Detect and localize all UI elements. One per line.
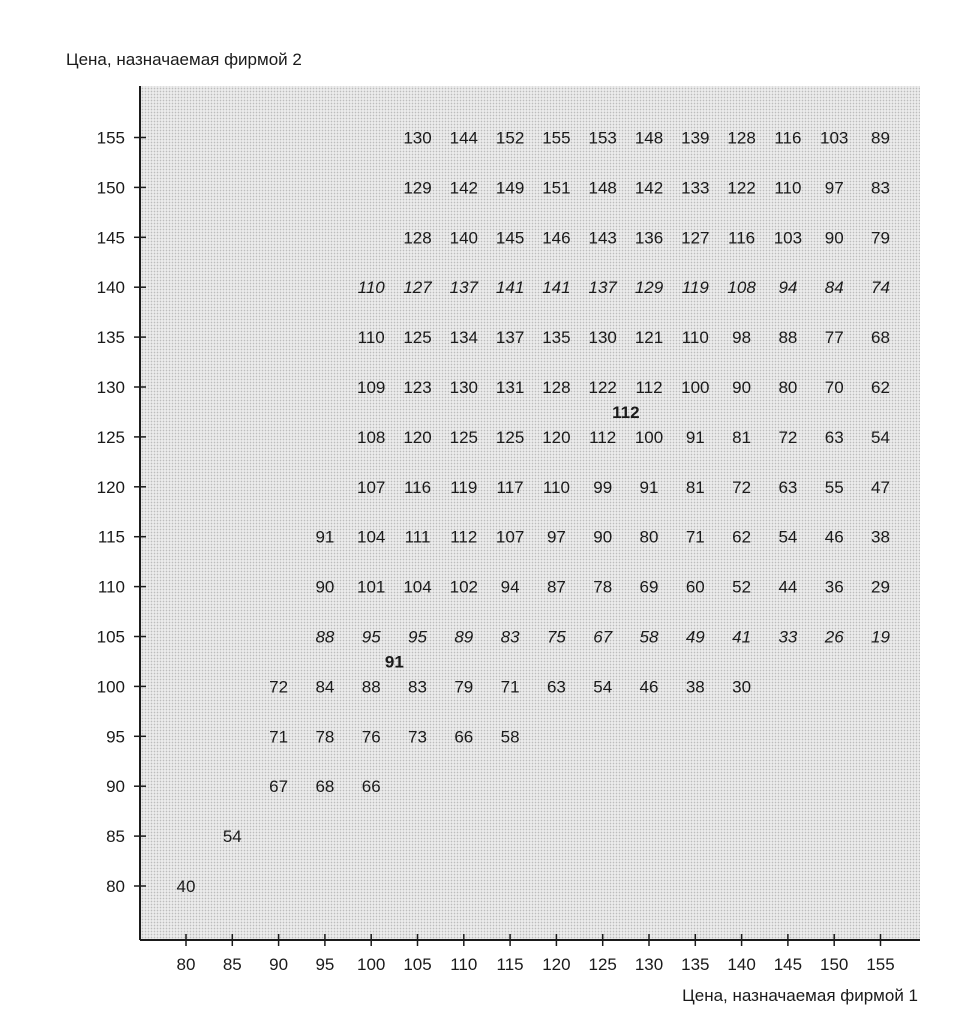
payoff-value: 123 [403,378,432,397]
payoff-value: 90 [824,228,844,248]
payoff-value: 84 [824,278,844,298]
payoff-value: 47 [871,477,890,497]
y-tick-label: 125 [96,427,125,447]
payoff-value: 101 [357,577,386,597]
payoff-value: 119 [450,477,478,497]
payoff-value: 87 [546,577,566,597]
payoff-value: 72 [269,677,289,697]
payoff-value: 89 [454,627,474,647]
payoff-value: 116 [403,477,432,497]
payoff-value: 110 [681,328,709,348]
payoff-value: 40 [176,877,196,896]
payoff-value: 74 [871,278,890,298]
payoff-value: 137 [495,328,525,348]
y-tick-label: 85 [106,827,125,847]
payoff-value: 63 [546,677,566,697]
x-tick-label: 130 [634,955,664,974]
x-tick-label: 80 [176,955,196,974]
payoff-value: 104 [357,527,386,547]
payoff-value: 55 [824,477,844,497]
payoff-value: 148 [634,128,664,148]
payoff-value: 149 [495,178,525,198]
payoff-value: 90 [732,378,752,397]
payoff-value: 142 [634,178,664,198]
payoff-value: 46 [824,527,844,547]
payoff-value: 122 [588,378,617,397]
equilibrium-annotation: 112 [612,402,640,422]
y-tick-label: 135 [96,328,125,348]
payoff-value: 110 [774,178,802,198]
payoff-value: 121 [634,328,664,348]
payoff-value: 104 [403,577,432,597]
payoff-value: 139 [681,128,710,148]
y-tick-label: 120 [96,477,125,497]
x-tick-label: 145 [773,955,803,974]
payoff-value: 30 [732,677,752,697]
y-tick-label: 95 [106,727,125,747]
payoff-value: 110 [357,278,385,298]
payoff-value: 46 [639,677,659,697]
payoff-value: 63 [824,427,844,447]
payoff-value: 128 [542,378,571,397]
x-tick-label: 140 [727,955,756,974]
payoff-value: 60 [685,577,705,597]
payoff-value: 129 [634,278,664,298]
payoff-value: 81 [685,477,705,497]
payoff-value: 80 [778,378,798,397]
payoff-value: 137 [588,278,617,298]
payoff-value: 95 [361,627,381,647]
payoff-value: 125 [403,328,432,348]
payoff-value: 81 [732,427,752,447]
payoff-value: 66 [361,777,381,797]
payoff-value: 122 [727,178,756,198]
payoff-value: 69 [639,577,659,597]
payoff-value: 152 [495,128,525,148]
payoff-value: 78 [593,577,613,597]
payoff-value: 83 [408,677,427,697]
payoff-value: 143 [588,228,617,248]
payoff-value: 131 [495,378,525,397]
payoff-value: 112 [635,378,663,397]
payoff-value: 33 [778,627,798,647]
payoff-value: 140 [449,228,478,248]
payoff-value: 71 [269,727,289,747]
payoff-value: 68 [871,328,890,348]
payoff-value: 133 [681,178,710,198]
payoff-value: 71 [500,677,520,697]
payoff-value: 38 [685,677,705,697]
payoff-value: 54 [871,427,890,447]
payoff-value: 80 [639,527,659,547]
y-tick-label: 140 [96,278,125,298]
payoff-value: 38 [871,527,890,547]
payoff-value: 67 [593,627,613,647]
payoff-value: 91 [639,477,659,497]
payoff-value: 153 [588,128,617,148]
payoff-value: 63 [778,477,798,497]
payoff-value: 79 [454,677,474,697]
y-tick-label: 115 [97,527,125,547]
payoff-value: 66 [454,727,474,747]
payoff-value: 72 [732,477,752,497]
payoff-value: 125 [495,427,525,447]
payoff-value: 128 [727,128,756,148]
payoff-value: 73 [408,727,427,747]
y-tick-label: 105 [96,627,125,647]
payoff-value: 83 [871,178,890,198]
payoff-value: 54 [222,827,242,847]
x-tick-label: 135 [681,955,710,974]
plot-background [140,86,920,940]
payoff-value: 88 [315,627,335,647]
x-tick-label: 110 [450,955,478,974]
payoff-value: 119 [681,278,709,298]
x-tick-label: 155 [866,955,895,974]
payoff-value: 78 [315,727,335,747]
y-tick-label: 150 [96,178,125,198]
payoff-value: 127 [403,278,432,298]
payoff-value: 130 [449,378,478,397]
payoff-value: 108 [357,427,386,447]
x-tick-label: 100 [357,955,386,974]
payoff-value: 91 [685,427,705,447]
payoff-value: 97 [546,527,566,547]
equilibrium-annotation: 91 [384,652,404,672]
y-tick-label: 80 [106,877,125,896]
payoff-value: 109 [357,378,386,397]
x-tick-label: 85 [222,955,242,974]
y-tick-label: 130 [96,378,125,397]
payoff-value: 54 [593,677,613,697]
payoff-value: 130 [588,328,617,348]
x-tick-label: 90 [269,955,289,974]
payoff-value: 90 [593,527,613,547]
payoff-value: 29 [871,577,890,597]
payoff-value: 94 [500,577,520,597]
payoff-value: 71 [685,527,705,547]
x-tick-label: 150 [820,955,849,974]
payoff-value: 70 [824,378,844,397]
payoff-value: 125 [449,427,478,447]
payoff-value: 128 [403,228,432,248]
payoff-value: 129 [403,178,432,198]
x-axis-title: Цена, назначаемая фирмой 1 [682,986,918,1005]
x-tick-label: 105 [403,955,432,974]
payoff-value: 90 [315,577,335,597]
payoff-value: 88 [361,677,381,697]
payoff-value: 67 [269,777,289,797]
payoff-value: 84 [315,677,335,697]
y-tick-label: 110 [97,577,125,597]
payoff-value: 44 [778,577,798,597]
payoff-value: 83 [500,627,520,647]
payoff-value: 41 [732,627,752,647]
payoff-value: 62 [732,527,752,547]
y-axis-title: Цена, назначаемая фирмой 2 [66,50,302,69]
payoff-value: 111 [404,527,431,547]
payoff-value: 52 [732,577,752,597]
y-tick-label: 90 [106,777,125,797]
payoff-value: 120 [542,427,571,447]
payoff-value: 116 [774,128,802,148]
payoff-value: 26 [824,627,844,647]
payoff-value: 112 [589,427,617,447]
payoff-value: 91 [315,527,335,547]
payoff-value: 137 [449,278,478,298]
payoff-value: 107 [357,477,386,497]
payoff-value: 103 [820,128,849,148]
payoff-value: 110 [542,477,570,497]
payoff-value: 136 [634,228,664,248]
payoff-value: 127 [681,228,710,248]
x-tick-label: 125 [588,955,617,974]
y-tick-label: 100 [96,677,125,697]
payoff-value: 88 [778,328,798,348]
payoff-value: 116 [728,228,756,248]
payoff-value: 151 [542,178,571,198]
payoff-value: 120 [403,427,432,447]
payoff-value: 112 [450,527,478,547]
payoff-value: 76 [361,727,381,747]
payoff-value: 97 [824,178,844,198]
payoff-value: 19 [871,627,890,647]
payoff-value: 95 [408,627,427,647]
payoff-value: 54 [778,527,798,547]
payoff-value: 72 [778,427,798,447]
payoff-value: 108 [727,278,756,298]
payoff-value: 134 [449,328,478,348]
payoff-value: 100 [681,378,710,397]
payoff-value: 110 [357,328,385,348]
payoff-value: 141 [542,278,571,298]
payoff-value: 68 [315,777,335,797]
x-tick-label: 120 [542,955,571,974]
payoff-value: 89 [871,128,890,148]
payoff-value: 75 [546,627,566,647]
payoff-value: 148 [588,178,617,198]
payoff-value: 58 [639,627,659,647]
payoff-value: 107 [495,527,525,547]
payoff-value: 155 [542,128,571,148]
payoff-value: 36 [824,577,844,597]
payoff-value: 102 [449,577,478,597]
payoff-value: 141 [495,278,525,298]
payoff-value: 144 [449,128,478,148]
payoff-value: 99 [593,477,613,497]
payoff-value: 98 [732,328,752,348]
payoff-value: 62 [871,378,890,397]
payoff-value: 49 [685,627,705,647]
payoff-value: 100 [634,427,664,447]
x-tick-label: 115 [496,955,524,974]
payoff-value: 94 [778,278,798,298]
payoff-value: 142 [449,178,478,198]
y-tick-label: 145 [96,228,125,248]
x-tick-label: 95 [315,955,335,974]
payoff-value: 117 [496,477,524,497]
payoff-value: 135 [542,328,571,348]
payoff-value: 145 [495,228,525,248]
payoff-value: 79 [871,228,890,248]
payoff-value: 146 [542,228,571,248]
y-tick-label: 155 [96,128,125,148]
payoff-value: 130 [403,128,432,148]
payoff-value: 77 [824,328,844,348]
payoff-value: 58 [500,727,520,747]
payoff-value: 103 [773,228,803,248]
